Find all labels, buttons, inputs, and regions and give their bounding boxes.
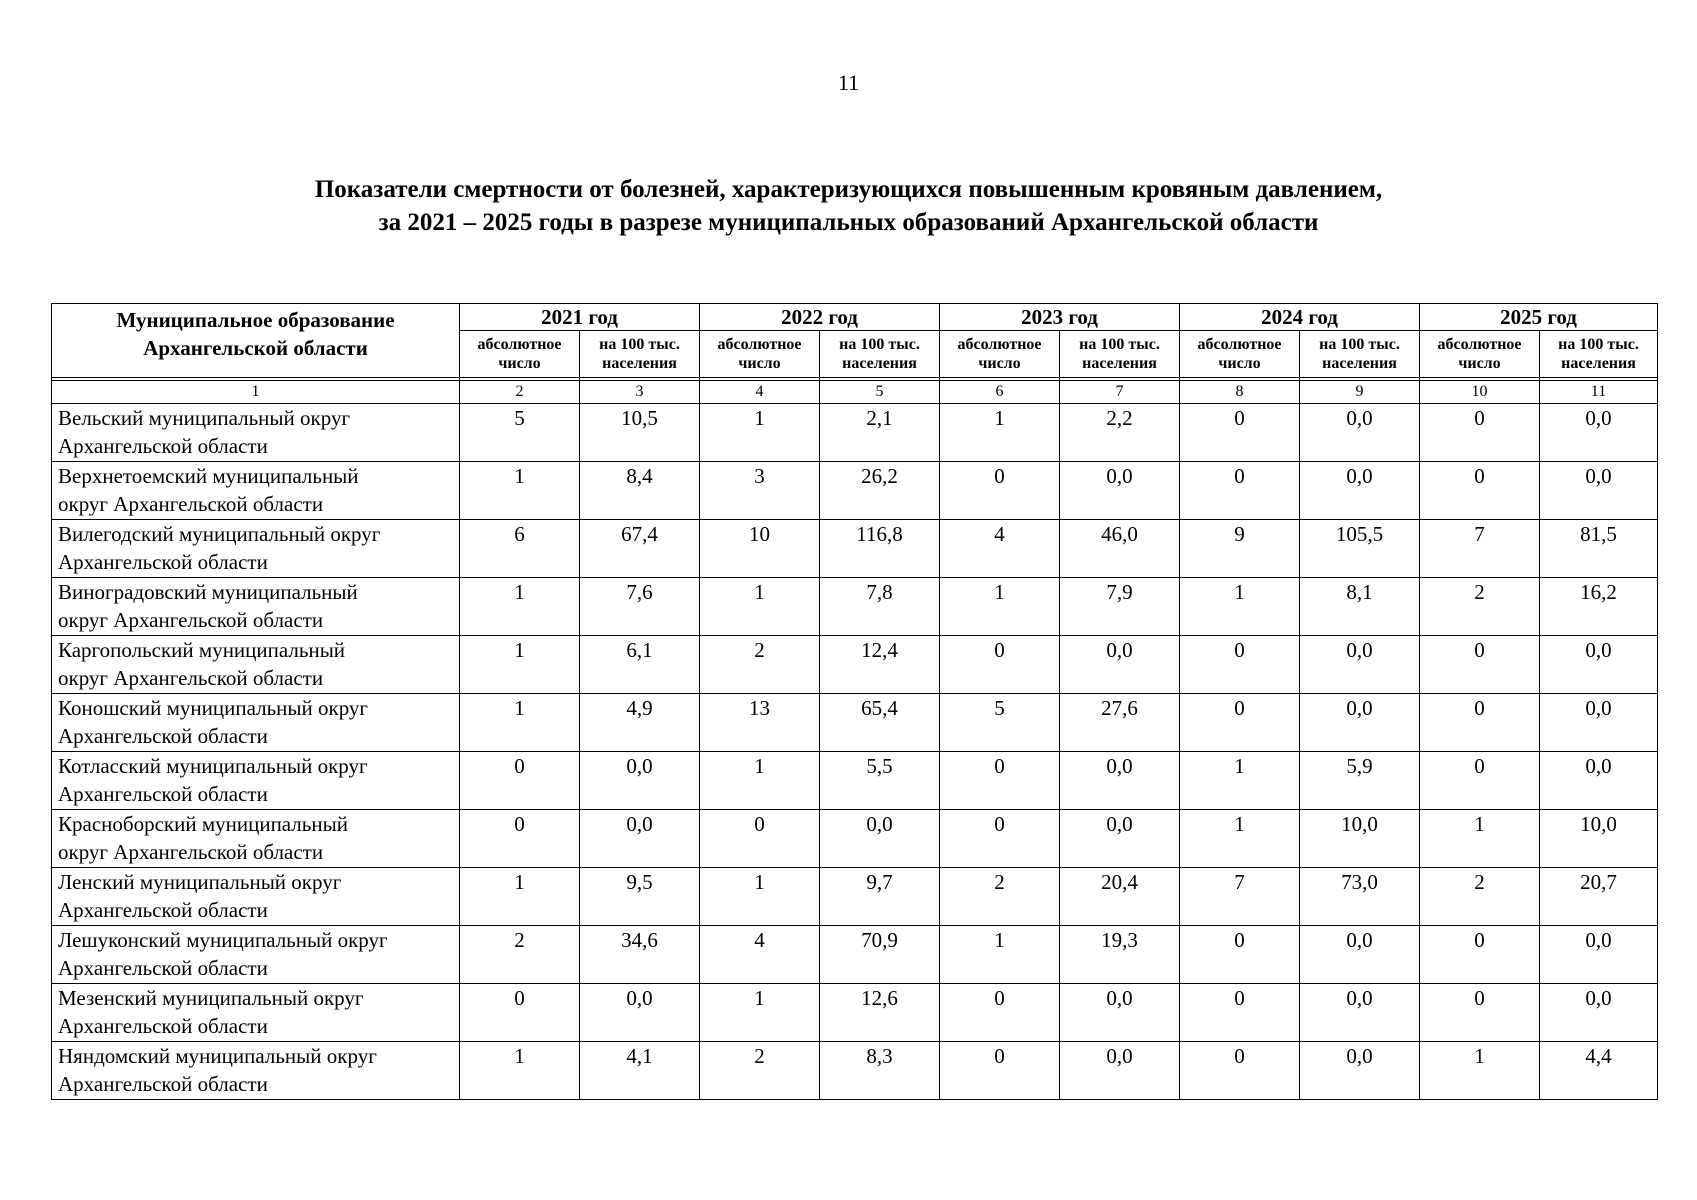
absolute-count-cell: 1 — [700, 578, 820, 636]
table-row — [52, 1042, 1658, 1100]
subheader-line-2: населения — [602, 355, 677, 372]
absolute-count-cell: 2 — [460, 926, 580, 984]
title-line-1: Показатели смертности от болезней, характеризующихся повышенным кровяным давлением, — [314, 176, 1383, 203]
table-row — [52, 810, 1658, 868]
rate-per-100k-cell: 0,0 — [1540, 636, 1658, 694]
municipality-name-line: Архангельской области — [58, 956, 268, 980]
municipality-name-line: Коношский муниципальный округ — [58, 696, 369, 720]
subheader-rate-0 — [580, 331, 700, 378]
rate-per-100k-cell: 27,6 — [1060, 694, 1180, 752]
absolute-count-cell: 2 — [940, 868, 1060, 926]
rate-per-100k-cell: 0,0 — [1540, 984, 1658, 1042]
absolute-count-cell: 2 — [700, 636, 820, 694]
column-number: 9 — [1300, 381, 1420, 404]
rate-per-100k-cell: 8,3 — [820, 1042, 940, 1100]
absolute-count-cell: 1 — [460, 694, 580, 752]
year-header-2023: 2023 год — [940, 304, 1180, 331]
absolute-count-cell: 1 — [460, 462, 580, 520]
municipality-name — [52, 404, 460, 462]
absolute-count-cell: 0 — [940, 752, 1060, 810]
rate-per-100k-cell: 16,2 — [1540, 578, 1658, 636]
rate-per-100k-cell: 9,7 — [820, 868, 940, 926]
table-row — [52, 404, 1658, 462]
rate-per-100k-cell: 9,5 — [580, 868, 700, 926]
subheader-line-2: населения — [1082, 355, 1157, 372]
absolute-count-cell: 0 — [940, 636, 1060, 694]
rate-per-100k-cell: 0,0 — [1300, 636, 1420, 694]
absolute-count-cell: 1 — [460, 868, 580, 926]
municipality-name-line: Архангельской области — [58, 434, 268, 458]
table-row — [52, 578, 1658, 636]
municipality-name-line: Каргопольский муниципальный — [58, 638, 346, 662]
subheader-line-1: абсолютное — [1437, 336, 1522, 353]
municipality-name-line: Архангельской области — [58, 724, 268, 748]
absolute-count-cell: 1 — [700, 404, 820, 462]
municipality-name-line: округ Архангельской области — [58, 840, 324, 864]
table-row — [52, 868, 1658, 926]
subheader-line-2: число — [978, 355, 1021, 372]
municipality-name-line: округ Архангельской области — [58, 492, 324, 516]
rate-per-100k-cell: 0,0 — [1540, 404, 1658, 462]
rate-per-100k-cell: 0,0 — [1540, 462, 1658, 520]
rate-per-100k-cell: 8,4 — [580, 462, 700, 520]
rate-per-100k-cell: 0,0 — [580, 984, 700, 1042]
municipality-name — [52, 578, 460, 636]
table-row — [52, 752, 1658, 810]
absolute-count-cell: 0 — [460, 810, 580, 868]
rate-per-100k-cell: 0,0 — [1060, 1042, 1180, 1100]
subheader-rate-3 — [1300, 331, 1420, 378]
header-row-years — [52, 304, 1658, 331]
rate-per-100k-cell: 8,1 — [1300, 578, 1420, 636]
absolute-count-cell: 1 — [460, 1042, 580, 1100]
rate-per-100k-cell: 34,6 — [580, 926, 700, 984]
column-number: 6 — [940, 381, 1060, 404]
subheader-line-1: на 100 тыс. — [839, 336, 920, 353]
rate-per-100k-cell: 0,0 — [1540, 926, 1658, 984]
municipality-column-header — [52, 304, 460, 378]
subheader-abs-3 — [1180, 331, 1300, 378]
subheader-line-2: населения — [842, 355, 917, 372]
rate-per-100k-cell: 0,0 — [1300, 404, 1420, 462]
absolute-count-cell: 0 — [1180, 462, 1300, 520]
rate-per-100k-cell: 0,0 — [580, 752, 700, 810]
absolute-count-cell: 0 — [1420, 462, 1540, 520]
subheader-line-2: число — [738, 355, 781, 372]
table-row — [52, 926, 1658, 984]
rate-per-100k-cell: 0,0 — [1060, 752, 1180, 810]
rate-per-100k-cell: 7,8 — [820, 578, 940, 636]
rate-per-100k-cell: 116,8 — [820, 520, 940, 578]
municipality-name-line: Няндомский муниципальный округ — [58, 1044, 377, 1068]
rate-per-100k-cell: 65,4 — [820, 694, 940, 752]
subheader-rate-1 — [820, 331, 940, 378]
year-header-2021: 2021 год — [460, 304, 700, 331]
absolute-count-cell: 0 — [1180, 926, 1300, 984]
absolute-count-cell: 0 — [1180, 694, 1300, 752]
municipality-name — [52, 752, 460, 810]
absolute-count-cell: 0 — [1420, 404, 1540, 462]
rate-per-100k-cell: 0,0 — [1540, 694, 1658, 752]
municipality-header-line-2: Архангельской области — [143, 336, 368, 360]
rate-per-100k-cell: 67,4 — [580, 520, 700, 578]
municipality-name-line: Архангельской области — [58, 1014, 268, 1038]
municipality-name — [52, 694, 460, 752]
absolute-count-cell: 1 — [1180, 578, 1300, 636]
absolute-count-cell: 2 — [1420, 868, 1540, 926]
municipality-name — [52, 868, 460, 926]
absolute-count-cell: 1 — [1420, 810, 1540, 868]
year-header-2025: 2025 год — [1420, 304, 1658, 331]
subheader-abs-4 — [1420, 331, 1540, 378]
absolute-count-cell: 5 — [940, 694, 1060, 752]
absolute-count-cell: 4 — [940, 520, 1060, 578]
rate-per-100k-cell: 0,0 — [1300, 984, 1420, 1042]
municipality-name-line: округ Архангельской области — [58, 608, 324, 632]
absolute-count-cell: 0 — [460, 984, 580, 1042]
column-number: 1 — [52, 381, 460, 404]
page-number: 11 — [837, 70, 860, 95]
rate-per-100k-cell: 0,0 — [1060, 462, 1180, 520]
subheader-line-1: на 100 тыс. — [1558, 336, 1639, 353]
rate-per-100k-cell: 0,0 — [820, 810, 940, 868]
absolute-count-cell: 1 — [700, 984, 820, 1042]
municipality-name — [52, 984, 460, 1042]
absolute-count-cell: 0 — [1180, 984, 1300, 1042]
subheader-line-1: на 100 тыс. — [599, 336, 680, 353]
absolute-count-cell: 9 — [1180, 520, 1300, 578]
rate-per-100k-cell: 6,1 — [580, 636, 700, 694]
municipality-name — [52, 926, 460, 984]
rate-per-100k-cell: 5,5 — [820, 752, 940, 810]
subheader-abs-2 — [940, 331, 1060, 378]
subheader-line-1: абсолютное — [717, 336, 802, 353]
subheader-line-2: число — [1218, 355, 1261, 372]
absolute-count-cell: 2 — [1420, 578, 1540, 636]
absolute-count-cell: 1 — [940, 578, 1060, 636]
page-title — [0, 173, 1697, 239]
rate-per-100k-cell: 0,0 — [1540, 752, 1658, 810]
absolute-count-cell: 7 — [1180, 868, 1300, 926]
municipality-name-line: Лешуконский муниципальный округ — [58, 928, 388, 952]
absolute-count-cell: 1 — [460, 636, 580, 694]
rate-per-100k-cell: 5,9 — [1300, 752, 1420, 810]
subheader-line-2: число — [498, 355, 541, 372]
absolute-count-cell: 1 — [1420, 1042, 1540, 1100]
subheader-line-2: населения — [1322, 355, 1397, 372]
rate-per-100k-cell: 7,9 — [1060, 578, 1180, 636]
absolute-count-cell: 0 — [700, 810, 820, 868]
subheader-line-2: населения — [1561, 355, 1636, 372]
rate-per-100k-cell: 0,0 — [1300, 1042, 1420, 1100]
rate-per-100k-cell: 105,5 — [1300, 520, 1420, 578]
rate-per-100k-cell: 12,4 — [820, 636, 940, 694]
absolute-count-cell: 0 — [1420, 926, 1540, 984]
rate-per-100k-cell: 12,6 — [820, 984, 940, 1042]
rate-per-100k-cell: 0,0 — [1060, 636, 1180, 694]
absolute-count-cell: 13 — [700, 694, 820, 752]
absolute-count-cell: 0 — [940, 810, 1060, 868]
rate-per-100k-cell: 46,0 — [1060, 520, 1180, 578]
rate-per-100k-cell: 4,1 — [580, 1042, 700, 1100]
column-number-row — [52, 381, 1658, 404]
rate-per-100k-cell: 10,5 — [580, 404, 700, 462]
absolute-count-cell: 2 — [700, 1042, 820, 1100]
municipality-name-line: Вельский муниципальный округ — [58, 406, 351, 430]
municipality-name — [52, 810, 460, 868]
subheader-rate-4 — [1540, 331, 1658, 378]
municipality-name — [52, 462, 460, 520]
year-header-2022: 2022 год — [700, 304, 940, 331]
municipality-name-line: Ленский муниципальный округ — [58, 870, 342, 894]
absolute-count-cell: 0 — [1180, 1042, 1300, 1100]
subheader-line-1: абсолютное — [1197, 336, 1282, 353]
rate-per-100k-cell: 73,0 — [1300, 868, 1420, 926]
rate-per-100k-cell: 10,0 — [1540, 810, 1658, 868]
subheader-abs-1 — [700, 331, 820, 378]
absolute-count-cell: 0 — [1420, 694, 1540, 752]
municipality-header-line-1: Муниципальное образование — [116, 308, 395, 332]
column-number: 10 — [1420, 381, 1540, 404]
subheader-line-1: абсолютное — [957, 336, 1042, 353]
subheader-line-1: на 100 тыс. — [1079, 336, 1160, 353]
municipality-name-line: Верхнетоемский муниципальный — [58, 464, 359, 488]
rate-per-100k-cell: 0,0 — [1300, 462, 1420, 520]
municipality-name-line: Архангельской области — [58, 782, 268, 806]
rate-per-100k-cell: 7,6 — [580, 578, 700, 636]
municipality-name-line: Мезенский муниципальный округ — [58, 986, 364, 1010]
municipality-name-line: Красноборский муниципальный — [58, 812, 348, 836]
table-row — [52, 462, 1658, 520]
absolute-count-cell: 1 — [460, 578, 580, 636]
table-row — [52, 984, 1658, 1042]
column-number: 8 — [1180, 381, 1300, 404]
municipality-name-line: Архангельской области — [58, 550, 268, 574]
column-number: 11 — [1540, 381, 1658, 404]
table-body — [52, 381, 1658, 1100]
municipality-name-line: Вилегодский муниципальный округ — [58, 522, 381, 546]
subheader-rate-2 — [1060, 331, 1180, 378]
table-row — [52, 694, 1658, 752]
absolute-count-cell: 1 — [940, 404, 1060, 462]
rate-per-100k-cell: 19,3 — [1060, 926, 1180, 984]
absolute-count-cell: 0 — [1420, 752, 1540, 810]
municipality-name-line: Виноградовский муниципальный — [58, 580, 358, 604]
absolute-count-cell: 1 — [1180, 810, 1300, 868]
column-number: 5 — [820, 381, 940, 404]
table-row — [52, 520, 1658, 578]
absolute-count-cell: 0 — [1420, 636, 1540, 694]
rate-per-100k-cell: 0,0 — [1060, 810, 1180, 868]
municipality-name — [52, 636, 460, 694]
table-row — [52, 636, 1658, 694]
rate-per-100k-cell: 10,0 — [1300, 810, 1420, 868]
rate-per-100k-cell: 2,1 — [820, 404, 940, 462]
rate-per-100k-cell: 0,0 — [580, 810, 700, 868]
absolute-count-cell: 7 — [1420, 520, 1540, 578]
municipality-name-line: Архангельской области — [58, 898, 268, 922]
column-number: 3 — [580, 381, 700, 404]
absolute-count-cell: 0 — [1180, 404, 1300, 462]
municipality-name — [52, 1042, 460, 1100]
absolute-count-cell: 3 — [700, 462, 820, 520]
municipality-name — [52, 520, 460, 578]
municipality-name-line: Архангельской области — [58, 1072, 268, 1096]
absolute-count-cell: 1 — [700, 868, 820, 926]
subheader-line-1: абсолютное — [477, 336, 562, 353]
title-line-2: за 2021 – 2025 годы в разрезе муниципальных образований Архангельской области — [378, 209, 1319, 236]
absolute-count-cell: 0 — [1420, 984, 1540, 1042]
subheader-line-2: число — [1458, 355, 1501, 372]
rate-per-100k-cell: 0,0 — [1300, 926, 1420, 984]
absolute-count-cell: 4 — [700, 926, 820, 984]
subheader-line-1: на 100 тыс. — [1319, 336, 1400, 353]
absolute-count-cell: 0 — [940, 984, 1060, 1042]
absolute-count-cell: 0 — [940, 462, 1060, 520]
absolute-count-cell: 1 — [940, 926, 1060, 984]
rate-per-100k-cell: 26,2 — [820, 462, 940, 520]
absolute-count-cell: 1 — [1180, 752, 1300, 810]
absolute-count-cell: 0 — [460, 752, 580, 810]
rate-per-100k-cell: 0,0 — [1300, 694, 1420, 752]
year-header-2024: 2024 год — [1180, 304, 1420, 331]
absolute-count-cell: 5 — [460, 404, 580, 462]
absolute-count-cell: 10 — [700, 520, 820, 578]
rate-per-100k-cell: 20,4 — [1060, 868, 1180, 926]
column-number: 4 — [700, 381, 820, 404]
rate-per-100k-cell: 2,2 — [1060, 404, 1180, 462]
column-number: 2 — [460, 381, 580, 404]
rate-per-100k-cell: 20,7 — [1540, 868, 1658, 926]
absolute-count-cell: 0 — [1180, 636, 1300, 694]
rate-per-100k-cell: 70,9 — [820, 926, 940, 984]
absolute-count-cell: 6 — [460, 520, 580, 578]
municipality-name-line: округ Архангельской области — [58, 666, 324, 690]
rate-per-100k-cell: 4,4 — [1540, 1042, 1658, 1100]
mortality-table — [51, 303, 1658, 1100]
absolute-count-cell: 0 — [940, 1042, 1060, 1100]
subheader-abs-0 — [460, 331, 580, 378]
municipality-name-line: Котласский муниципальный округ — [58, 754, 368, 778]
absolute-count-cell: 1 — [700, 752, 820, 810]
rate-per-100k-cell: 0,0 — [1060, 984, 1180, 1042]
rate-per-100k-cell: 4,9 — [580, 694, 700, 752]
column-number: 7 — [1060, 381, 1180, 404]
rate-per-100k-cell: 81,5 — [1540, 520, 1658, 578]
